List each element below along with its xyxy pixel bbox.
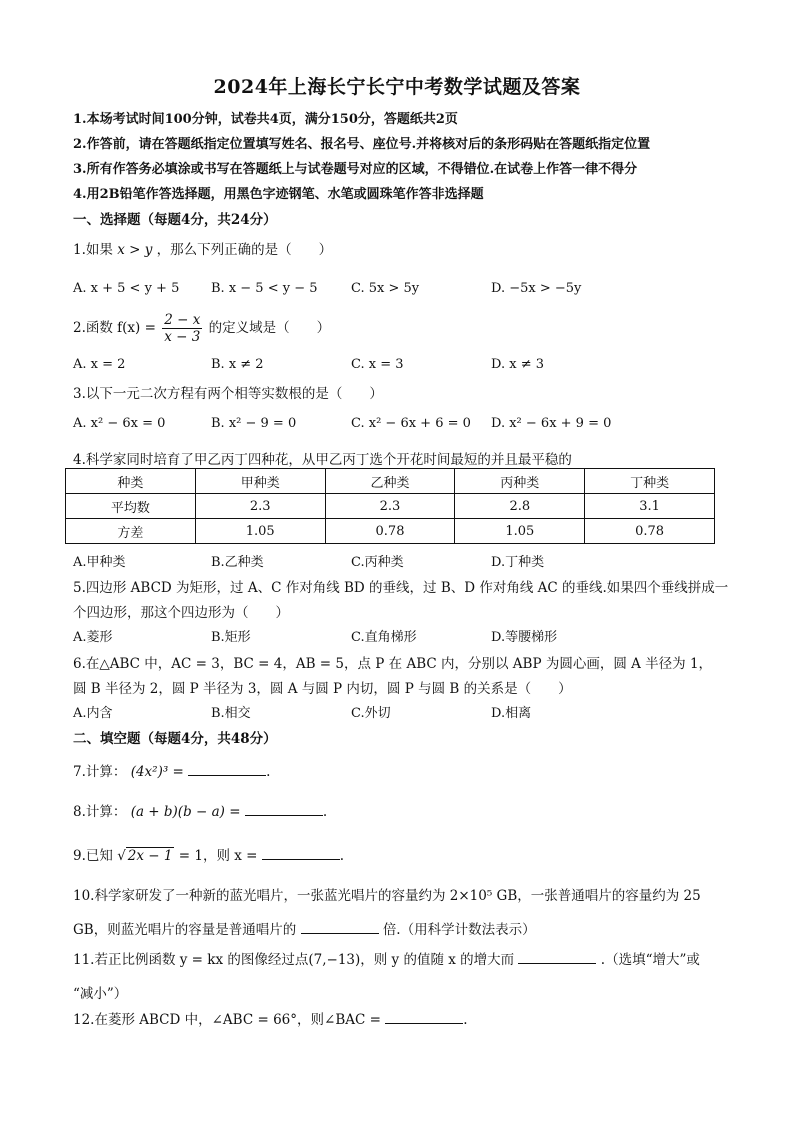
- q1-options: [73, 281, 733, 301]
- table-cell: 1.05: [455, 519, 585, 544]
- q5-option-c: C.直角梯形: [351, 630, 417, 645]
- question-12: [73, 1008, 468, 1028]
- table-row: [66, 469, 715, 494]
- question-6-line-1: 6.在△ABC 中，AC = 3，BC = 4，AB = 5，点 P 在 ABC 内，分别以 ABP 为圆心画，圆 A 半径为 1，: [73, 656, 713, 672]
- q7-expression: (4x²)³ =: [130, 764, 184, 780]
- answer-blank[interactable]: [245, 803, 323, 816]
- table-cell: 方差: [66, 519, 196, 544]
- q1-condition: x > y: [117, 242, 153, 258]
- instruction-3: 3.所有作答务必填涂或书写在答题纸上与试卷题号对应的区域，不得错位.在试卷上作答一律不得分: [73, 162, 638, 177]
- q4-option-b: B.乙种类: [211, 555, 264, 570]
- q1-option-a: A. x + 5 < y + 5: [73, 281, 180, 296]
- q9-stem: 9.已知: [73, 848, 113, 864]
- q5-option-a: A.菱形: [73, 630, 113, 645]
- page-title: 2024年上海长宁长宁中考数学试题及答案: [213, 76, 581, 98]
- table-cell: 3.1: [585, 494, 715, 519]
- q9-radicand: 2x − 1: [127, 848, 173, 864]
- q10-text-a: GB，则蓝光唱片的容量是普通唱片的: [73, 922, 297, 938]
- q6-option-b: B.相交: [211, 706, 251, 721]
- q3-option-b: B. x² − 9 = 0: [211, 416, 297, 431]
- q2-tail: 的定义域是（ ）: [208, 320, 331, 336]
- q6-option-d: D.相离: [491, 706, 532, 721]
- section-multiple-choice: 一、选择题（每题4分，共24分）: [73, 212, 277, 228]
- answer-blank[interactable]: [385, 1011, 463, 1024]
- q5-option-b: B.矩形: [211, 630, 251, 645]
- question-8: [73, 800, 327, 820]
- table-cell: 2.3: [325, 494, 455, 519]
- q2-option-c: C. x = 3: [351, 357, 404, 372]
- q4-option-a: A.甲种类: [73, 555, 126, 570]
- instruction-2: 2.作答前，请在答题纸指定位置填写姓名、报名号、座位号.并将核对后的条形码贴在答题纸指定位置: [73, 137, 651, 152]
- question-2: [73, 312, 330, 345]
- answer-blank[interactable]: [301, 921, 379, 934]
- q8-end: .: [322, 804, 328, 820]
- question-5-line-1: 5.四边形 ABCD 为矩形，过 A、C 作对角线 BD 的垂线，过 B、D 作对角线 AC 的垂线.如果四个垂线拼成一: [73, 580, 729, 596]
- q3-option-a: A. x² − 6x = 0: [73, 416, 166, 431]
- q2-options: [73, 357, 733, 377]
- table-header-cell: 乙种类: [325, 469, 455, 494]
- answer-blank[interactable]: [262, 847, 340, 860]
- q2-fraction: [162, 312, 202, 345]
- table-header-cell: 甲种类: [195, 469, 325, 494]
- q6-option-a: A.内含: [73, 706, 113, 721]
- q5-options: [73, 626, 733, 646]
- q9-mid: = 1，则 x =: [178, 848, 258, 864]
- q4-table: [65, 468, 715, 544]
- q1-option-c: C. 5x > 5y: [351, 281, 420, 296]
- q11-text-b: .（选填“增大”或: [600, 952, 700, 968]
- q2-stem: 2.函数 f(x) =: [73, 320, 156, 336]
- question-3: 3.以下一元二次方程有两个相等实数根的是（ ）: [73, 386, 383, 402]
- q3-option-d: D. x² − 6x + 9 = 0: [491, 416, 612, 431]
- q4-options: [73, 551, 733, 571]
- table-cell: 0.78: [325, 519, 455, 544]
- instruction-4: 4.用2B铅笔作答选择题，用黑色字迹钢笔、水笔或圆珠笔作答非选择题: [73, 187, 484, 202]
- q11-text-a: 11.若正比例函数 y = kx 的图像经过点(7,−13)，则 y 的值随 x 的增大而: [73, 952, 515, 968]
- section-fill-in: 二、填空题（每题4分，共48分）: [73, 731, 277, 747]
- q2-option-d: D. x ≠ 3: [491, 357, 544, 372]
- table-cell: 平均数: [66, 494, 196, 519]
- question-11-line-1: [73, 948, 700, 968]
- table-row: [66, 519, 715, 544]
- q6-options: [73, 702, 733, 722]
- q5-option-d: D.等腰梯形: [491, 630, 558, 645]
- q12-stem: 12.在菱形 ABCD 中，∠ABC = 66°，则∠BAC =: [73, 1012, 381, 1028]
- table-header-cell: 种类: [66, 469, 196, 494]
- answer-blank[interactable]: [188, 763, 266, 776]
- q8-stem: 8.计算：: [73, 804, 127, 820]
- question-9: [73, 844, 344, 864]
- question-1: [73, 238, 332, 258]
- question-4: 4.科学家同时培育了甲乙丙丁四种花，从甲乙丙丁选个开花时间最短的并且最平稳的: [73, 452, 572, 468]
- question-10-line-2: [73, 918, 536, 938]
- q1-stem: 1.如果: [73, 242, 113, 258]
- q1-option-d: D. −5x > −5y: [491, 281, 582, 296]
- q4-option-d: D.丁种类: [491, 555, 545, 570]
- q1-tail: ，那么下列正确的是（ ）: [156, 242, 333, 258]
- question-10-line-1: 10.科学家研发了一种新的蓝光唱片，一张蓝光唱片的容量约为 2×10⁵ GB，一张普通唱片的容量约为 25: [73, 888, 701, 904]
- table-header-cell: 丁种类: [585, 469, 715, 494]
- question-7: [73, 760, 270, 780]
- sqrt-icon: √: [117, 848, 126, 864]
- q4-option-c: C.丙种类: [351, 555, 404, 570]
- q3-option-c: C. x² − 6x + 6 = 0: [351, 416, 471, 431]
- q12-end: .: [463, 1012, 468, 1028]
- question-6-line-2: 圆 B 半径为 2，圆 P 半径为 3，圆 A 与圆 P 内切，圆 P 与圆 B 的关系是（ ）: [73, 681, 572, 697]
- q9-end: .: [339, 848, 345, 864]
- table-cell: 2.3: [195, 494, 325, 519]
- answer-blank[interactable]: [518, 951, 596, 964]
- question-5-line-2: 个四边形，那这个四边形为（ ）: [73, 605, 289, 621]
- q7-end: .: [266, 764, 271, 780]
- q6-option-c: C.外切: [351, 706, 391, 721]
- table-cell: 0.78: [585, 519, 715, 544]
- q8-expression: (a + b)(b − a) =: [130, 804, 241, 820]
- q2-numerator: 2 − x: [164, 312, 201, 328]
- question-11-line-2: “减小”）: [73, 986, 128, 1002]
- q7-stem: 7.计算：: [73, 764, 127, 780]
- table-header-cell: 丙种类: [455, 469, 585, 494]
- instruction-1: 1.本场考试时间100分钟，试卷共4页，满分150分，答题纸共2页: [73, 112, 458, 127]
- q3-options: [73, 416, 733, 436]
- q2-option-a: A. x = 2: [73, 357, 126, 372]
- q2-option-b: B. x ≠ 2: [211, 357, 264, 372]
- q2-denominator: x − 3: [164, 329, 201, 345]
- table-cell: 2.8: [455, 494, 585, 519]
- q1-option-b: B. x − 5 < y − 5: [211, 281, 318, 296]
- table-row: [66, 494, 715, 519]
- table-cell: 1.05: [195, 519, 325, 544]
- q10-text-b: 倍.（用科学计数法表示）: [382, 922, 536, 938]
